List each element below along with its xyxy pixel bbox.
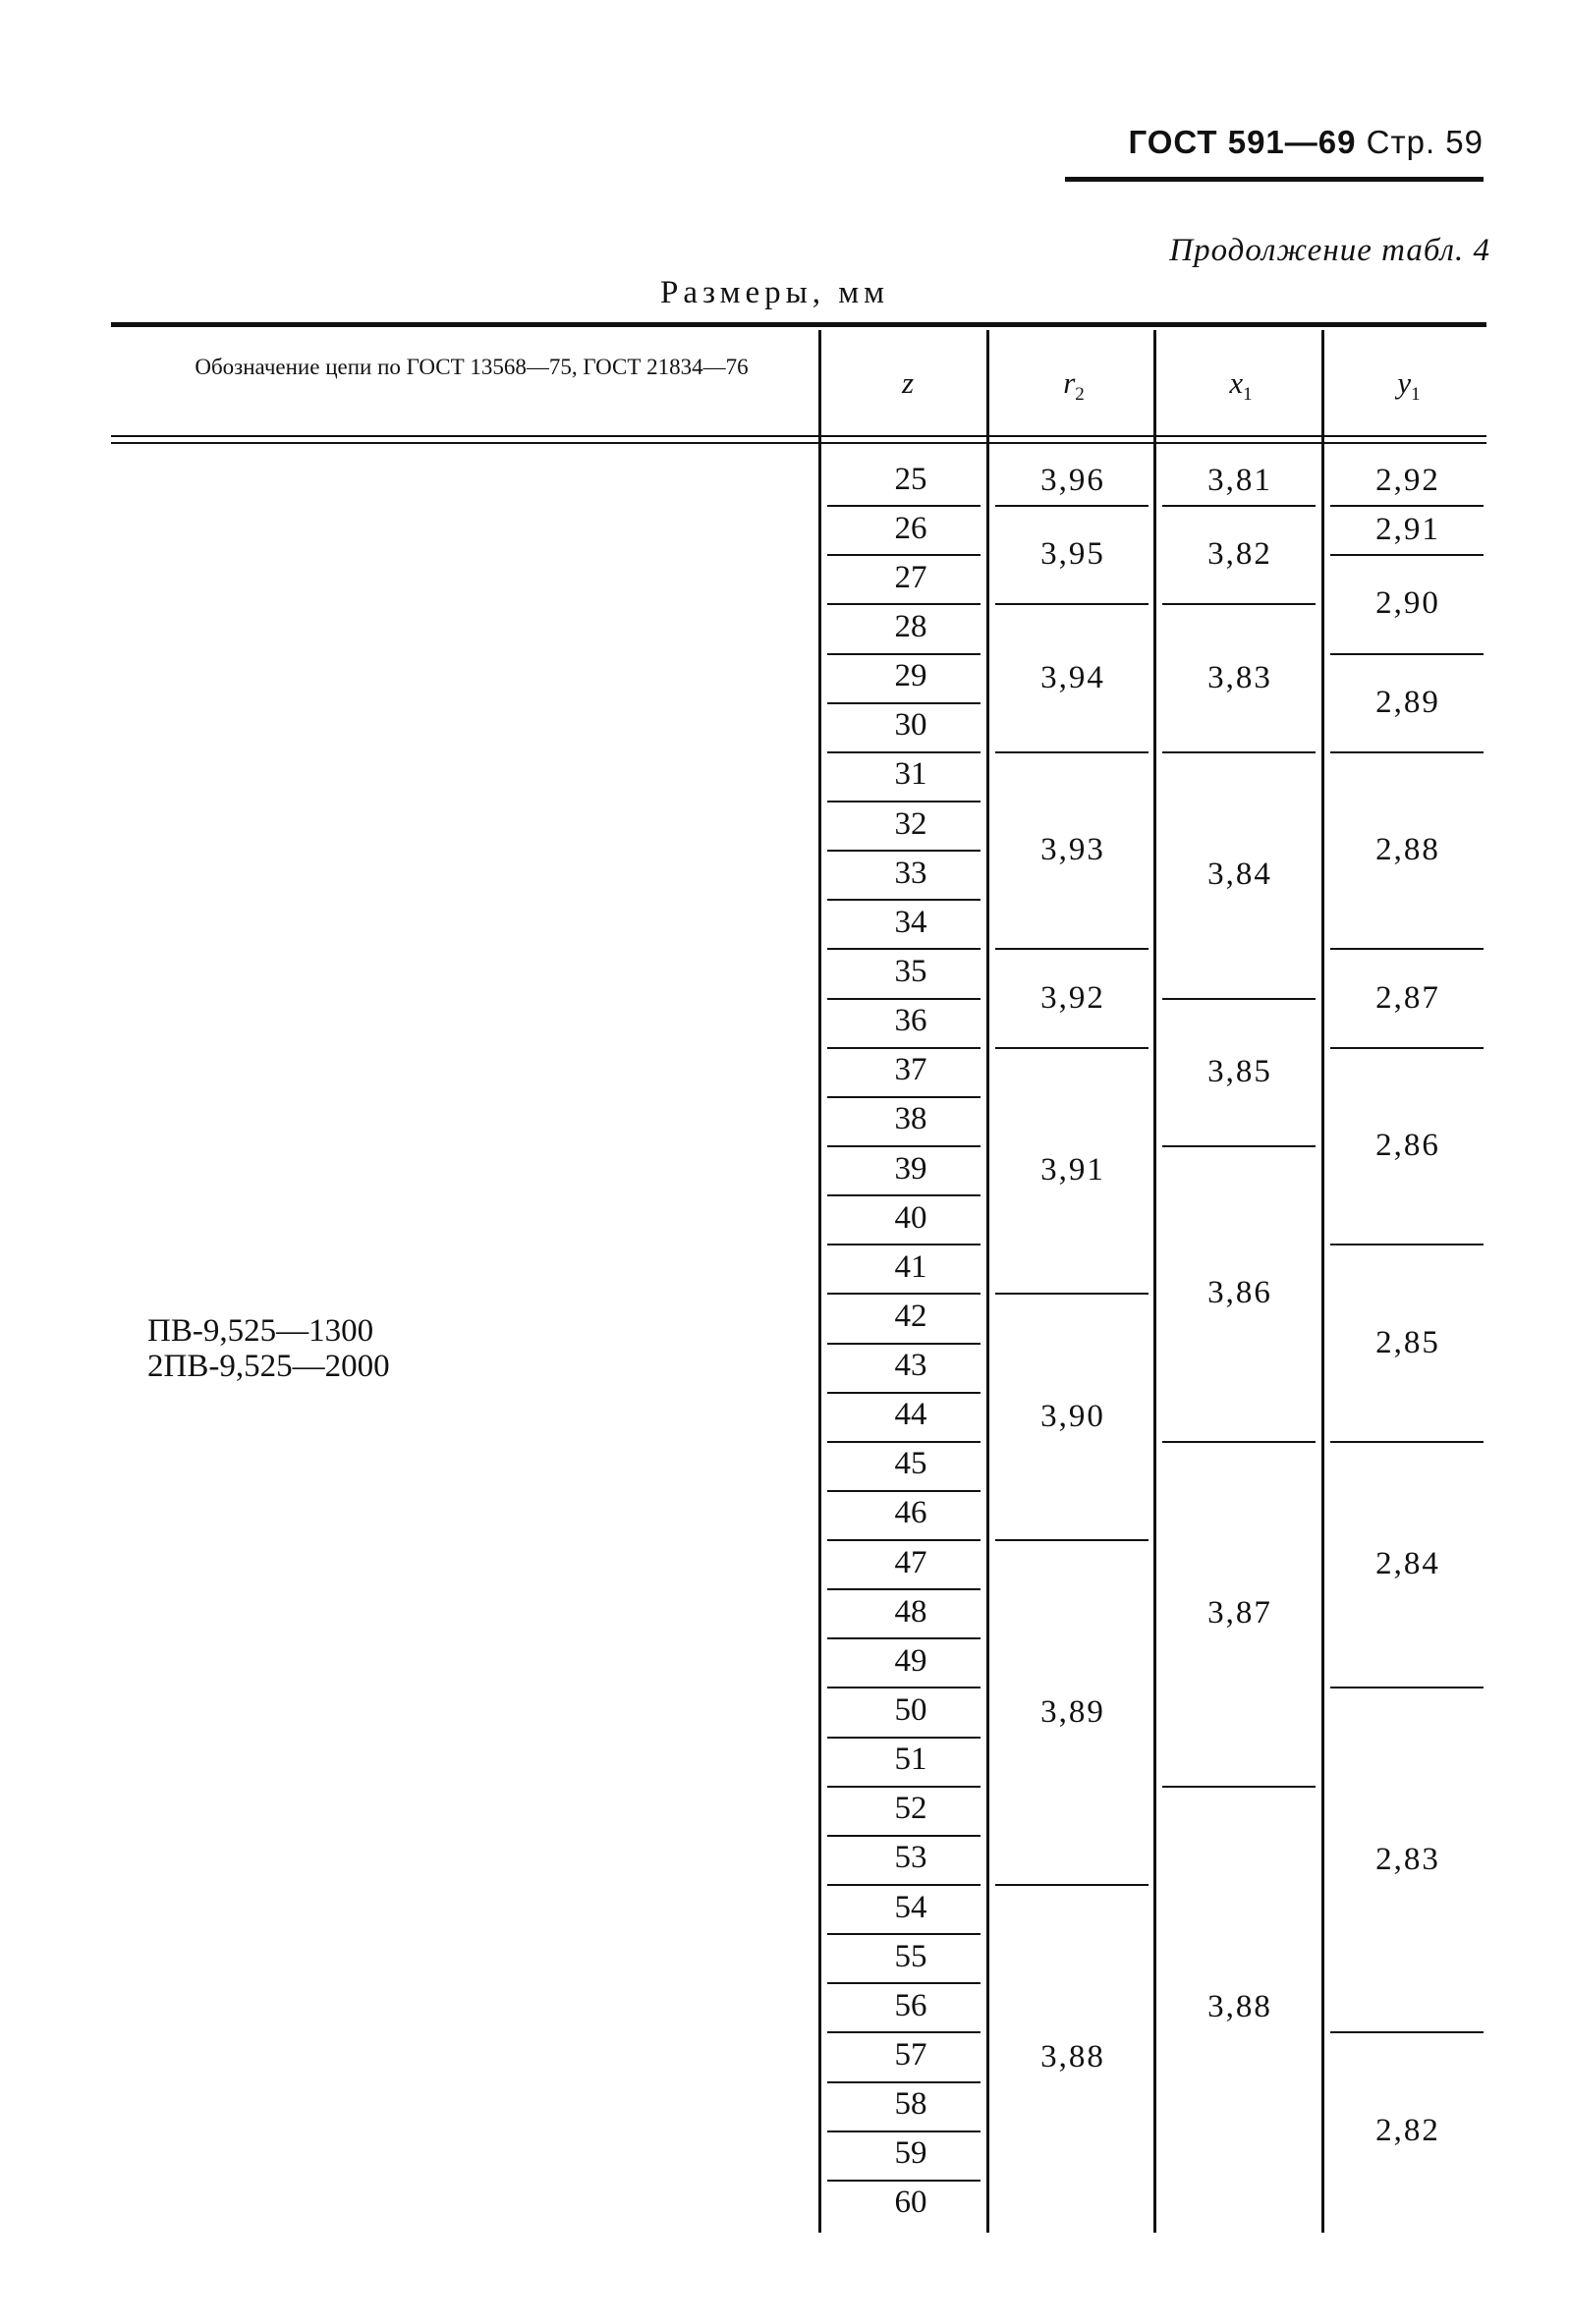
r2-cell: 3,89 <box>1040 1693 1105 1730</box>
z-row-divider <box>827 1392 981 1394</box>
z-cell: 57 <box>894 2037 927 2073</box>
r2-cell: 3,94 <box>1040 659 1105 695</box>
z-row-divider <box>827 603 981 605</box>
header-rule <box>1065 177 1484 182</box>
x1-cell: 3,86 <box>1207 1275 1272 1311</box>
x1-group-divider <box>1162 603 1316 605</box>
x1-cell: 3,88 <box>1207 1989 1272 2025</box>
z-row-divider <box>827 1145 981 1147</box>
x1-cell: 3,85 <box>1207 1053 1272 1089</box>
r2-cell: 3,91 <box>1040 1152 1105 1188</box>
y1-cell: 2,92 <box>1375 463 1440 499</box>
z-row-divider <box>827 801 981 802</box>
x1-cell: 3,81 <box>1207 463 1272 499</box>
z-row-divider <box>827 2081 981 2083</box>
z-cell: 26 <box>894 510 927 546</box>
x1-group-divider <box>1162 1786 1316 1788</box>
z-cell: 52 <box>894 1791 927 1827</box>
z-row-divider <box>827 1835 981 1837</box>
y1-cell: 2,84 <box>1375 1546 1440 1582</box>
z-cell: 58 <box>894 2086 927 2123</box>
y1-group-divider <box>1330 505 1484 507</box>
r2-group-divider <box>995 751 1149 753</box>
x1-group-divider <box>1162 998 1316 1000</box>
z-row-divider <box>827 1884 981 1886</box>
y1-group-divider <box>1330 751 1484 753</box>
x1-group-divider <box>1162 505 1316 507</box>
z-cell: 32 <box>894 805 927 842</box>
z-cell: 37 <box>894 1052 927 1088</box>
r2-group-divider <box>995 1047 1149 1049</box>
z-row-divider <box>827 1982 981 1984</box>
z-cell: 33 <box>894 855 927 891</box>
z-cell: 43 <box>894 1348 927 1384</box>
z-cell: 38 <box>894 1101 927 1137</box>
z-cell: 60 <box>894 2185 927 2221</box>
r2-cell: 3,88 <box>1040 2038 1105 2075</box>
y1-group-divider <box>1330 653 1484 655</box>
x1-group-divider <box>1162 1145 1316 1147</box>
z-row-divider <box>827 505 981 507</box>
z-cell: 42 <box>894 1298 927 1334</box>
z-cell: 56 <box>894 1987 927 2023</box>
z-cell: 39 <box>894 1150 927 1187</box>
z-row-divider <box>827 1637 981 1639</box>
y1-cell: 2,82 <box>1375 2112 1440 2148</box>
z-cell: 34 <box>894 904 927 940</box>
column-header-z: z <box>901 365 915 400</box>
chain-designation <box>147 1313 390 1384</box>
x1-cell: 3,83 <box>1207 659 1272 695</box>
y1-cell: 2,87 <box>1375 979 1440 1016</box>
z-cell: 48 <box>894 1593 927 1630</box>
z-cell: 59 <box>894 2135 927 2172</box>
z-cell: 49 <box>894 1642 927 1679</box>
z-row-divider <box>827 1786 981 1788</box>
z-row-divider <box>827 1047 981 1049</box>
r2-cell: 3,90 <box>1040 1398 1105 1434</box>
y1-cell: 2,91 <box>1375 512 1440 548</box>
r2-group-divider <box>995 505 1149 507</box>
y1-group-divider <box>1330 1441 1484 1443</box>
x1-cell: 3,87 <box>1207 1595 1272 1632</box>
z-row-divider <box>827 998 981 1000</box>
z-row-divider <box>827 1737 981 1739</box>
z-cell: 55 <box>894 1938 927 1974</box>
r2-group-divider <box>995 948 1149 950</box>
column-header-designation: Обозначение цепи по ГОСТ 13568—75, ГОСТ 21834—76 <box>195 355 749 379</box>
r2-group-divider <box>995 1539 1149 1541</box>
y1-group-divider <box>1330 948 1484 950</box>
y1-group-divider <box>1330 1047 1484 1049</box>
header-text <box>1128 124 1484 161</box>
z-row-divider <box>827 2031 981 2033</box>
z-row-divider <box>827 1096 981 1098</box>
z-row-divider <box>827 1687 981 1688</box>
z-row-divider <box>827 702 981 704</box>
z-row-divider <box>827 1194 981 1196</box>
y1-cell: 2,89 <box>1375 684 1440 720</box>
z-cell: 54 <box>894 1889 927 1925</box>
z-cell: 44 <box>894 1397 927 1433</box>
r2-cell: 3,92 <box>1040 979 1105 1016</box>
designation-line: ПВ-9,525—1300 <box>147 1313 374 1349</box>
y1-cell: 2,90 <box>1375 585 1440 622</box>
z-cell: 40 <box>894 1199 927 1236</box>
z-row-divider <box>827 653 981 655</box>
page-number: Стр. 59 <box>1366 124 1484 160</box>
y1-group-divider <box>1330 2031 1484 2033</box>
r2-cell: 3,96 <box>1040 463 1105 499</box>
z-cell: 25 <box>894 461 927 497</box>
header-bottom-rule <box>111 435 1486 437</box>
z-row-divider <box>827 2180 981 2182</box>
standard-number: ГОСТ 591—69 <box>1128 124 1357 160</box>
y1-cell: 2,86 <box>1375 1127 1440 1163</box>
designation-line: 2ПВ-9,525—2000 <box>147 1349 390 1384</box>
z-cell: 51 <box>894 1742 927 1778</box>
y1-group-divider <box>1330 554 1484 556</box>
z-cell: 47 <box>894 1544 927 1580</box>
z-cell: 46 <box>894 1495 927 1531</box>
z-row-divider <box>827 2130 981 2132</box>
z-row-divider <box>827 1343 981 1345</box>
z-row-divider <box>827 554 981 556</box>
column-header-x1: $x_1$ <box>1229 365 1253 406</box>
z-cell: 41 <box>894 1248 927 1285</box>
r2-cell: 3,93 <box>1040 832 1105 868</box>
z-cell: 53 <box>894 1840 927 1876</box>
table-top-rule <box>111 322 1486 327</box>
x1-group-divider <box>1162 751 1316 753</box>
column-header-y1: $y_1$ <box>1397 365 1421 406</box>
header-bottom-rule-double <box>111 442 1486 444</box>
column-divider <box>818 330 821 2233</box>
z-row-divider <box>827 850 981 852</box>
z-cell: 31 <box>894 756 927 793</box>
x1-cell: 3,82 <box>1207 536 1272 573</box>
y1-group-divider <box>1330 1687 1484 1688</box>
z-cell: 50 <box>894 1692 927 1729</box>
y1-cell: 2,83 <box>1375 1841 1440 1877</box>
z-row-divider <box>827 751 981 753</box>
z-cell: 27 <box>894 559 927 595</box>
x1-cell: 3,84 <box>1207 857 1272 893</box>
y1-group-divider <box>1330 1244 1484 1245</box>
z-cell: 30 <box>894 707 927 744</box>
z-row-divider <box>827 899 981 901</box>
z-row-divider <box>827 1588 981 1590</box>
z-cell: 45 <box>894 1446 927 1482</box>
z-row-divider <box>827 1539 981 1541</box>
r2-group-divider <box>995 603 1149 605</box>
column-header-r2: $r_2$ <box>1063 365 1085 406</box>
r2-group-divider <box>995 1884 1149 1886</box>
units-label: Размеры, мм <box>660 275 890 310</box>
x1-group-divider <box>1162 1441 1316 1443</box>
r2-group-divider <box>995 1293 1149 1295</box>
z-row-divider <box>827 948 981 950</box>
table-continuation-note: Продолжение табл. 4 <box>1169 233 1490 268</box>
z-cell: 28 <box>894 608 927 644</box>
z-row-divider <box>827 1244 981 1245</box>
z-row-divider <box>827 1441 981 1443</box>
z-cell: 36 <box>894 1003 927 1039</box>
y1-cell: 2,85 <box>1375 1324 1440 1360</box>
z-row-divider <box>827 1293 981 1295</box>
z-cell: 29 <box>894 658 927 694</box>
y1-cell: 2,88 <box>1375 832 1440 868</box>
page-header <box>1051 116 1484 185</box>
z-cell: 35 <box>894 953 927 989</box>
z-row-divider <box>827 1933 981 1935</box>
z-row-divider <box>827 1490 981 1492</box>
r2-cell: 3,95 <box>1040 536 1105 573</box>
